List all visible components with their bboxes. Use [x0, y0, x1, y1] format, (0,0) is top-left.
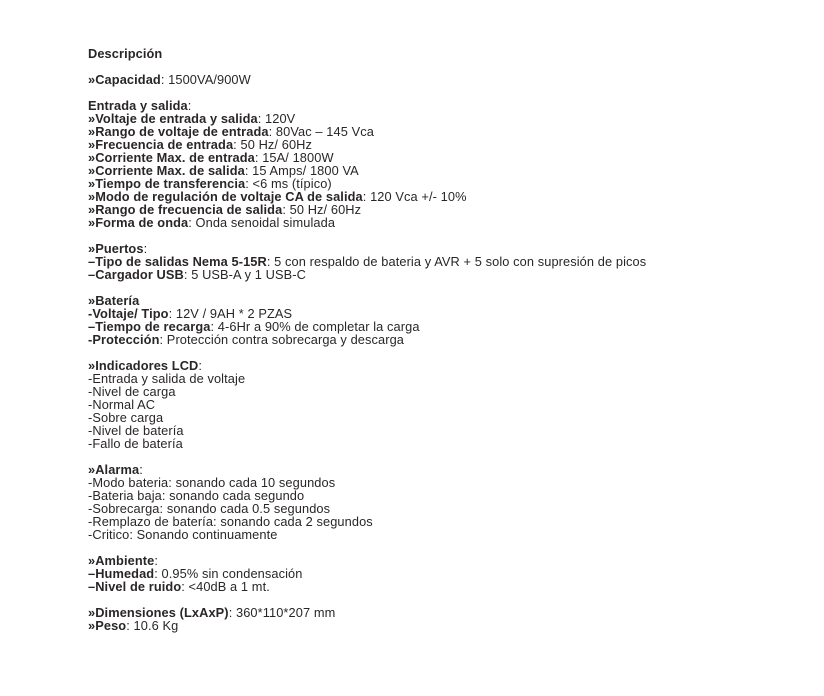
spec-value: : 5 con respaldo de bateria y AVR + 5 solo con supresión de picos — [266, 254, 647, 269]
spec-value: -Remplazo de batería: sonando cada 2 segundos — [88, 514, 373, 529]
spec-value: : 4-6Hr a 90% de completar la carga — [210, 319, 420, 334]
spec-value: : Onda senoidal simulada — [188, 215, 336, 230]
spec-value: -Bateria baja: sonando cada segundo — [88, 488, 305, 503]
spec-line — [88, 411, 748, 424]
spec-label: –Tipo de salidas Nema 5-15R — [88, 254, 267, 269]
spec-value: : 12V / 9AH * 2 PZAS — [168, 306, 293, 321]
spec-label: »Frecuencia de entrada — [88, 137, 234, 152]
spec-value: : — [154, 553, 158, 568]
spec-value: : — [198, 358, 203, 373]
spec-label: »Forma de onda — [88, 215, 189, 230]
spec-label: »Tiempo de transferencia — [88, 176, 246, 191]
product-description-document — [88, 47, 748, 645]
spec-line — [88, 372, 748, 385]
spec-label: Entrada y salida — [88, 98, 188, 113]
spec-label: »Batería — [88, 293, 140, 308]
spec-value: : 10.6 Kg — [126, 618, 179, 633]
spec-label: »Modo de regulación de voltaje CA de salida — [88, 189, 363, 204]
section-indicadores-lcd — [88, 359, 748, 450]
spec-value: -Critico: Sonando continuamente — [88, 527, 278, 542]
spec-line — [88, 73, 748, 86]
spec-label: –Tiempo de recarga — [88, 319, 211, 334]
spec-value: : — [139, 462, 143, 477]
spec-value: : 360*110*207 mm — [228, 605, 336, 620]
spec-value: -Sobrecarga: sonando cada 0.5 segundos — [88, 501, 331, 516]
section-puertos — [88, 242, 748, 281]
spec-label: »Corriente Max. de salida — [88, 163, 245, 178]
spec-value: -Fallo de batería — [88, 436, 183, 451]
spec-value: -Modo bateria: sonando cada 10 segundos — [88, 475, 336, 490]
spec-label: »Corriente Max. de entrada — [88, 150, 255, 165]
spec-label: »Capacidad — [88, 72, 161, 87]
spec-value: : 15 Amps/ 1800 VA — [244, 163, 359, 178]
spec-label: –Cargador USB — [88, 267, 184, 282]
spec-value: : 120V — [257, 111, 296, 126]
spec-label: »Dimensiones (LxAxP) — [88, 605, 229, 620]
spec-label: -Voltaje/ Tipo — [88, 306, 169, 321]
spec-value: : — [143, 241, 148, 256]
spec-line — [88, 398, 748, 411]
spec-label: –Humedad — [88, 566, 155, 581]
spec-line — [88, 580, 748, 593]
spec-value: : 15A/ 1800W — [254, 150, 334, 165]
spec-line — [88, 216, 748, 229]
spec-label: »Alarma — [88, 462, 140, 477]
spec-label: Descripción — [88, 46, 163, 61]
spec-label: »Ambiente — [88, 553, 155, 568]
section-title — [88, 47, 748, 60]
spec-value: -Nivel de batería — [88, 423, 184, 438]
spec-value: -Entrada y salida de voltaje — [88, 371, 246, 386]
spec-value: : 0.95% sin condensación — [154, 566, 303, 581]
spec-value: : <40dB a 1 mt. — [181, 579, 270, 594]
spec-label: »Puertos — [88, 241, 144, 256]
spec-label: »Rango de frecuencia de salida — [88, 202, 283, 217]
spec-label: »Peso — [88, 618, 127, 633]
spec-value: : Protección contra sobrecarga y descarga — [159, 332, 405, 347]
section-capacidad — [88, 73, 748, 86]
spec-label: »Voltaje de entrada y salida — [88, 111, 258, 126]
spec-line — [88, 385, 748, 398]
section-ambiente — [88, 554, 748, 593]
spec-value: -Normal AC — [88, 397, 156, 412]
spec-value: : 80Vac – 145 Vca — [268, 124, 374, 139]
spec-label: –Nivel de ruido — [88, 579, 182, 594]
spec-value: : — [187, 98, 192, 113]
section-entrada-salida — [88, 99, 748, 229]
spec-line — [88, 47, 748, 60]
spec-value: : 5 USB-A y 1 USB-C — [183, 267, 306, 282]
spec-value: : 50 Hz/ 60Hz — [282, 202, 362, 217]
spec-line — [88, 268, 748, 281]
section-bateria — [88, 294, 748, 346]
spec-line — [88, 528, 748, 541]
spec-line — [88, 424, 748, 437]
spec-value: : 1500VA/900W — [160, 72, 251, 87]
spec-label: »Rango de voltaje de entrada — [88, 124, 269, 139]
section-dimensiones-peso — [88, 606, 748, 632]
spec-value: -Sobre carga — [88, 410, 164, 425]
spec-value: : 120 Vca +/- 10% — [362, 189, 467, 204]
spec-line — [88, 333, 748, 346]
spec-value: -Nivel de carga — [88, 384, 176, 399]
spec-value: : <6 ms (típico) — [245, 176, 332, 191]
spec-line — [88, 437, 748, 450]
spec-line — [88, 606, 748, 619]
spec-value: : 50 Hz/ 60Hz — [233, 137, 312, 152]
spec-line — [88, 619, 748, 632]
spec-label: »Indicadores LCD — [88, 358, 199, 373]
spec-label: -Protección — [88, 332, 160, 347]
section-alarma — [88, 463, 748, 541]
